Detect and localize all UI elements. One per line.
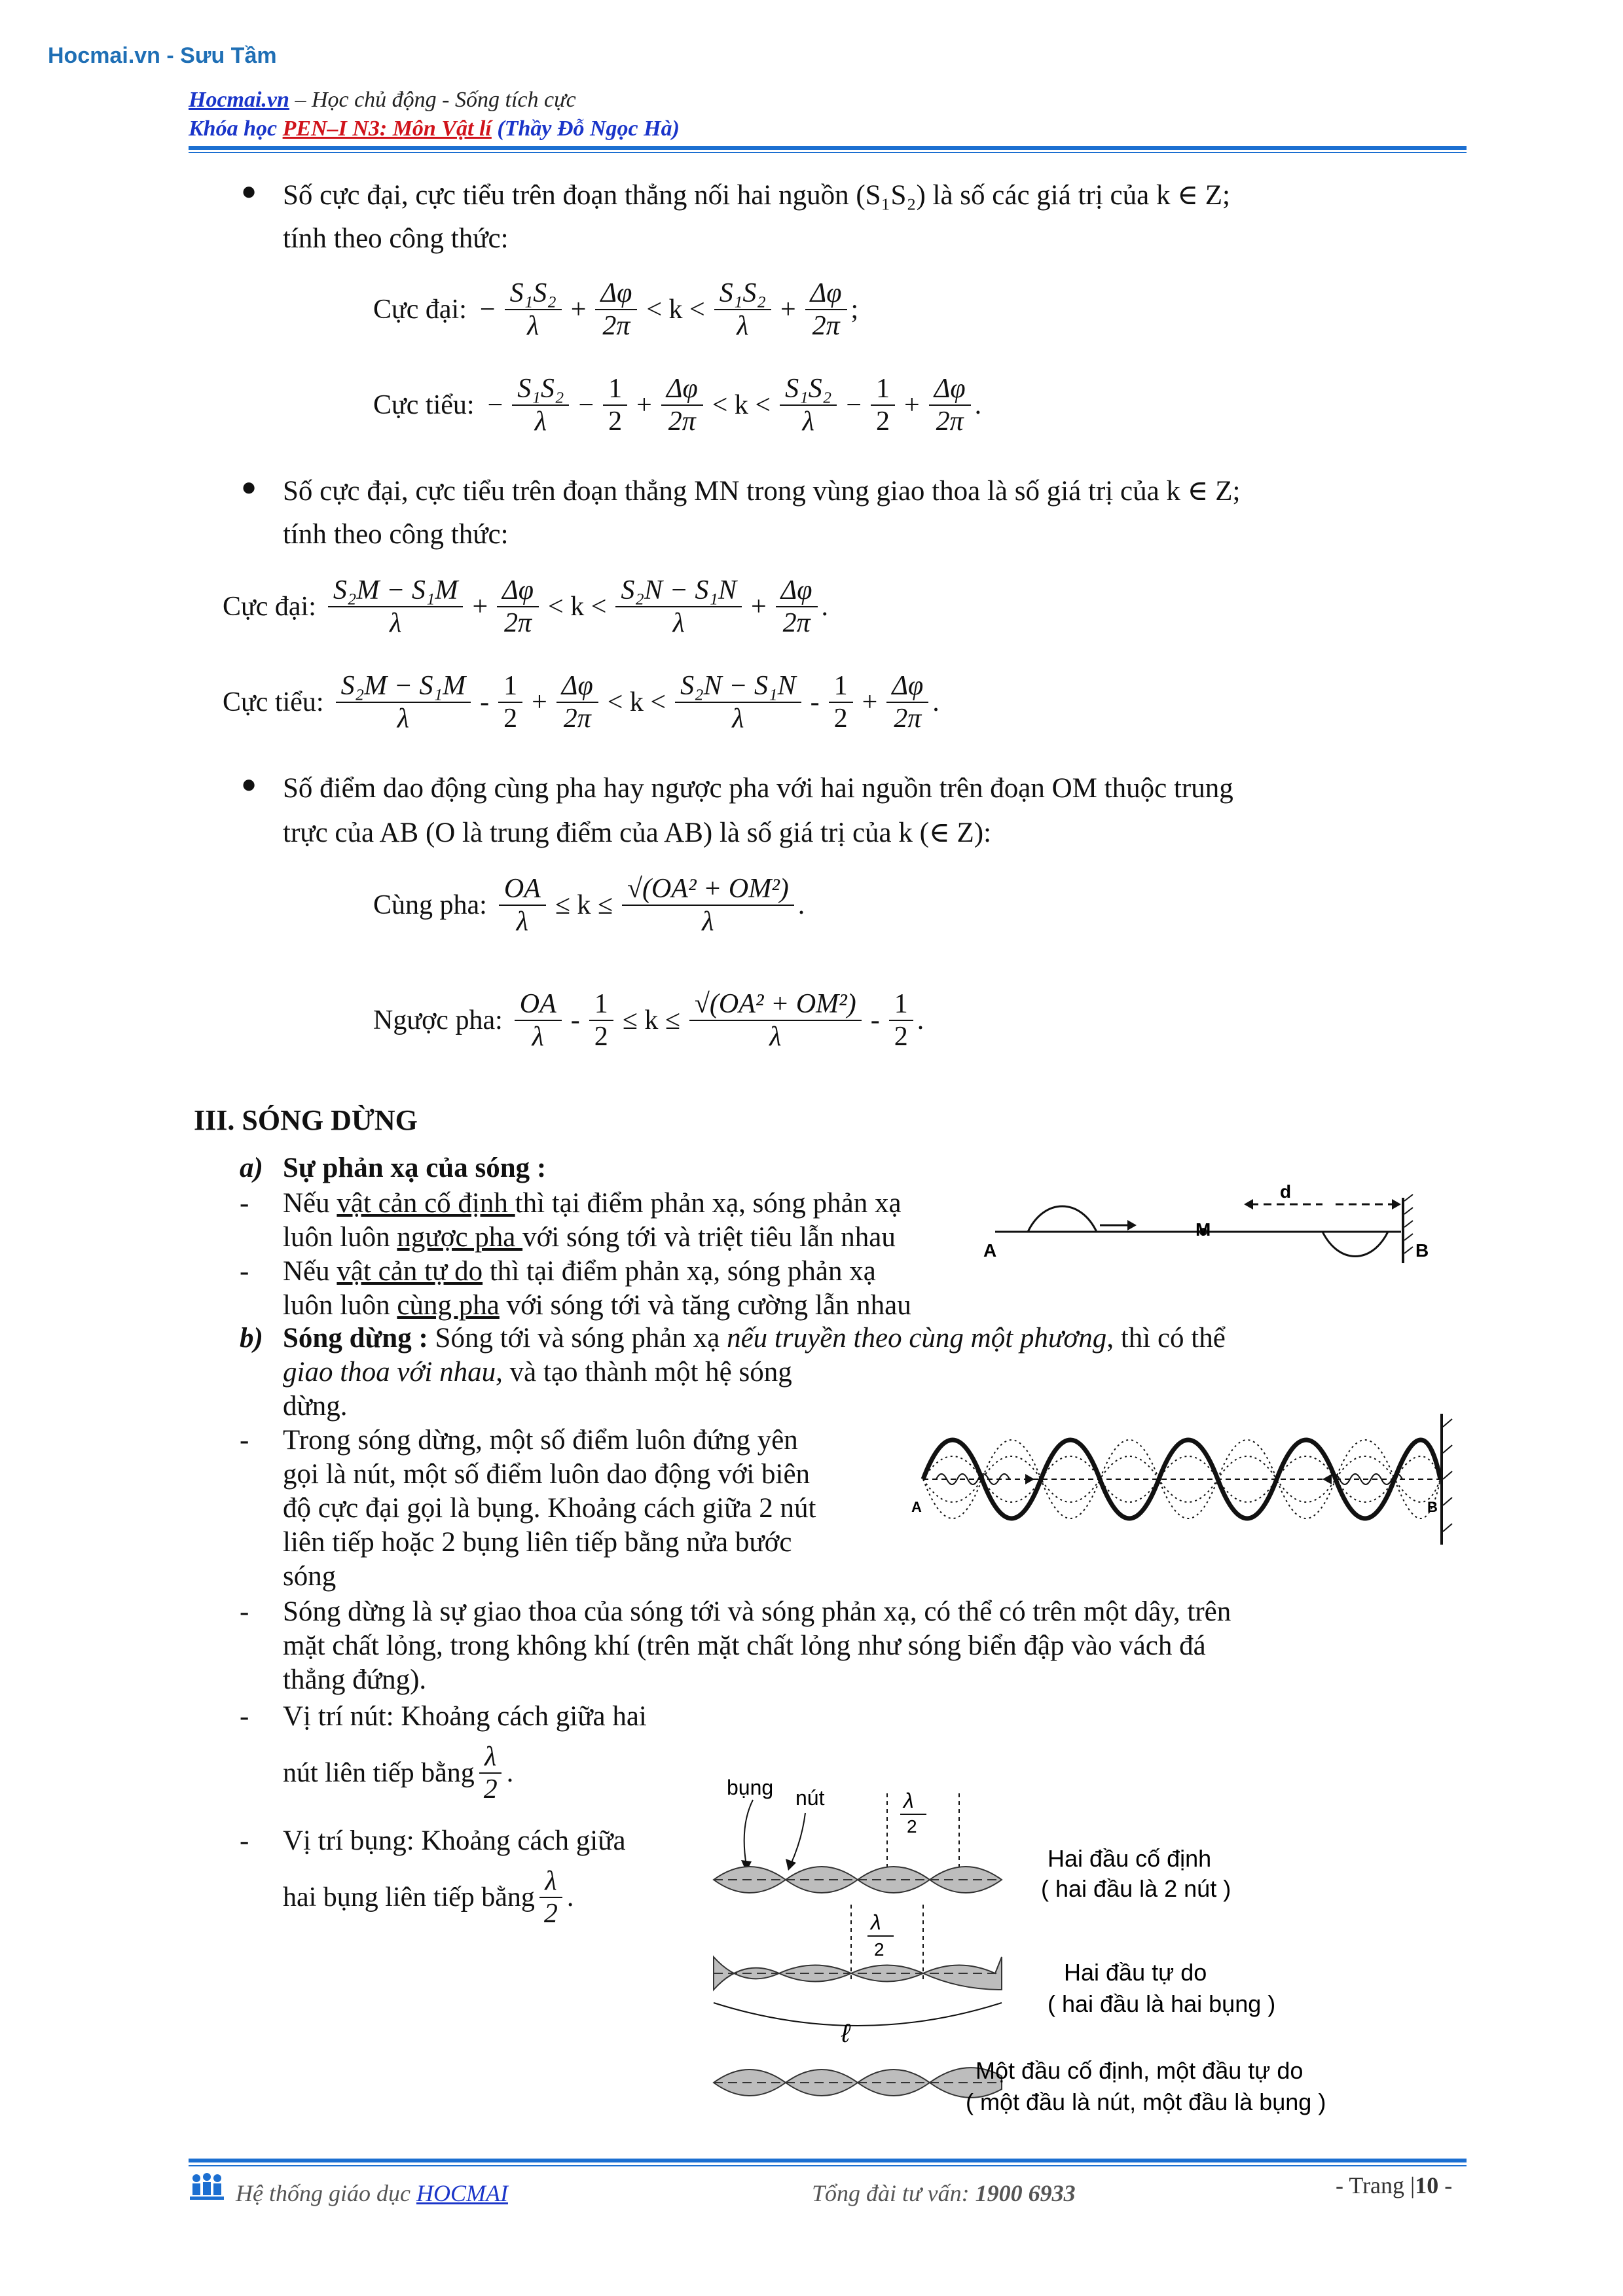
- b3-opp-label: Ngược pha:: [373, 1005, 503, 1035]
- footer-brand-link[interactable]: HOCMAI: [416, 2180, 508, 2206]
- c2-line3: thẳng đứng).: [283, 1664, 427, 1695]
- b3-same-formula: Cùng pha: $\frac{OA}{\lambda}$ ≤ k ≤ $\frac{\text{√(OA² + OM²)}}{\lambda}$ .: [373, 874, 805, 937]
- b2-max-formula: Cực đại: $\frac{\text{S₂M − S₁M}}{\lambda}$ + $\frac{\Delta\varphi}{2\pi}$ < k < $\frac{\text{S₂N − S₁N}}{\lambda}$ + $\frac{\Delta\varphi}{2\pi}$ .: [223, 575, 829, 638]
- footer-rule-thin: [189, 2165, 1467, 2166]
- bullet-icon: ●: [241, 472, 257, 501]
- dash: -: [240, 1825, 249, 1856]
- a1-line1: Nếu vật cản cố định thì tại điểm phản xạ, sóng phản xạ: [283, 1188, 902, 1219]
- b2-line1: Số cực đại, cực tiểu trên đoạn thẳng MN trong vùng giao thoa là số giá trị của k ∈ Z;: [283, 476, 1241, 507]
- header-rule: [189, 146, 1467, 150]
- fig3-cap2b: ( hai đầu là hai bụng ): [1048, 1990, 1276, 2017]
- fig3-lam2: λ: [871, 1910, 881, 1934]
- standing-wave-figure: [910, 1381, 1460, 1577]
- slogan: – Học chủ động - Sống tích cực: [289, 88, 576, 112]
- fig3-nut: nút: [795, 1786, 825, 1810]
- b2-line2: tính theo công thức:: [283, 519, 509, 550]
- b3-same-label: Cùng pha:: [373, 890, 487, 920]
- c3-line1: Vị trí nút: Khoảng cách giữa hai: [283, 1701, 647, 1732]
- footer-rule: [189, 2159, 1467, 2162]
- b1-min-formula: Cực tiểu: − $\frac{\text{S₁S₂}}{\lambda}$ − $\frac{1}{2}$ + $\frac{\Delta\varphi}{2\pi}$ < k < $\frac{\text{S₁S₂}}{\lambda}$ − $\frac{1}{2}$ + $\frac{\Delta\varphi}{2\pi}$ .: [373, 374, 982, 437]
- fig3-cap3a: Một đầu cố định, một đầu tự do: [976, 2057, 1304, 2084]
- c1-line5: sóng: [283, 1561, 337, 1592]
- fig3-cap1b: ( hai đầu là 2 nút ): [1041, 1875, 1231, 1902]
- reflection-figure: [982, 1178, 1453, 1276]
- fig3-ell: ℓ: [841, 2019, 850, 2048]
- footer-system: Hệ thống giáo dục HOCMAI: [236, 2180, 508, 2206]
- fig3-two2: 2: [874, 1939, 884, 1960]
- bullet-icon: ●: [241, 176, 257, 206]
- hocmai-logo-icon: [189, 2172, 225, 2202]
- b-line1: Sóng dừng : Sóng tới và sóng phản xạ nếu truyền theo cùng một phương, thì có thể: [283, 1323, 1226, 1354]
- fig2-label-b: B: [1427, 1499, 1438, 1515]
- b1-max-label: Cực đại:: [373, 295, 467, 325]
- fig1-label-m: M: [1195, 1219, 1211, 1240]
- section-title: III. SÓNG DỪNG: [194, 1104, 418, 1136]
- c4-line2: hai bụng liên tiếp bằng $\frac{\lambda}{2}$ .: [283, 1866, 574, 1929]
- fig3-two1: 2: [907, 1816, 917, 1837]
- dash: -: [240, 1425, 249, 1456]
- bullet-icon: ●: [241, 769, 257, 798]
- fig1-label-b: B: [1415, 1240, 1429, 1261]
- b-line2: giao thoa với nhau, và tạo thành một hệ sóng: [283, 1357, 792, 1388]
- c2-line1: Sóng dừng là sự giao thoa của sóng tới và sóng phản xạ, có thể có trên một dây, trên: [283, 1596, 1231, 1627]
- header-line1: [189, 88, 576, 113]
- b1-line1: Số cực đại, cực tiểu trên đoạn thẳng nối hai nguồn (S₁S₂) là số các giá trị của k ∈ Z;: [283, 180, 1231, 211]
- c4-line1: Vị trí bụng: Khoảng cách giữa: [283, 1825, 626, 1856]
- header-rule-thin: [189, 152, 1467, 153]
- dash: -: [240, 1188, 249, 1219]
- c1-line3: độ cực đại gọi là bụng. Khoảng cách giữa 2 nút: [283, 1493, 816, 1524]
- watermark: Hocmai.vn - Sưu Tầm: [48, 43, 277, 68]
- a2-line1: Nếu vật cản tự do thì tại điểm phản xạ, sóng phản xạ: [283, 1256, 876, 1287]
- b2-min-label: Cực tiểu:: [223, 687, 324, 717]
- footer-page: - Trang |10 -: [1336, 2172, 1453, 2198]
- fig3-cap3b: ( một đầu là nút, một đầu là bụng ): [966, 2089, 1326, 2115]
- b-line3: dừng.: [283, 1391, 348, 1422]
- b1-line2: tính theo công thức:: [283, 223, 509, 254]
- header-line2: [189, 117, 680, 141]
- b3-line2: trực của AB (O là trung điểm của AB) là số giá trị của k (∈ Z):: [283, 817, 992, 848]
- dash: -: [240, 1701, 249, 1732]
- dash: -: [240, 1596, 249, 1627]
- fig3-cap2a: Hai đầu tự do: [1064, 1959, 1207, 1986]
- fig2-label-a: A: [911, 1499, 922, 1515]
- dash: -: [240, 1256, 249, 1287]
- fig3-bung: bụng: [727, 1776, 774, 1799]
- site-link[interactable]: Hocmai.vn: [189, 88, 289, 112]
- course-code: PEN–I N3: Môn Vật lí: [282, 117, 492, 141]
- a1-line2: luôn luôn ngược pha với sóng tới và triệt tiêu lẫn nhau: [283, 1222, 896, 1253]
- c2-line2: mặt chất lỏng, trong không khí (trên mặt chất lỏng như sóng biển đập vào vách đá: [283, 1630, 1206, 1661]
- a-label: a): [240, 1153, 263, 1183]
- fig1-label-a: A: [983, 1240, 997, 1261]
- b3-opp-formula: Ngược pha: $\frac{OA}{\lambda}$ - $\frac{1}{2}$ ≤ k ≤ $\frac{\text{√(OA² + OM²)}}{\lambda}$ - $\frac{1}{2}$ .: [373, 989, 924, 1052]
- b1-min-label: Cực tiểu:: [373, 390, 475, 420]
- c1-line2: gọi là nút, một số điểm luôn dao động với biên: [283, 1459, 811, 1490]
- footer-hotline: Tổng đài tư vấn: 1900 6933: [812, 2180, 1076, 2206]
- a-title: Sự phản xạ của sóng :: [283, 1153, 547, 1183]
- c3-line2: nút liên tiếp bằng $\frac{\lambda}{2}$ .: [283, 1742, 514, 1804]
- b1-max-formula: Cực đại: − $\frac{\text{S₁S₂}}{\lambda}$ + $\frac{\Delta\varphi}{2\pi}$ < k < $\frac{\text{S₁S₂}}{\lambda}$ + $\frac{\Delta\varphi}{2\pi}$ ;: [373, 278, 859, 341]
- a2-line2: luôn luôn cùng pha với sóng tới và tăng cường lẫn nhau: [283, 1290, 911, 1321]
- course-prefix: Khóa học: [189, 117, 283, 141]
- b3-line1: Số điểm dao động cùng pha hay ngược pha với hai nguồn trên đoạn OM thuộc trung: [283, 773, 1233, 804]
- b-label: b): [240, 1323, 263, 1354]
- teacher: (Thầy Đỗ Ngọc Hà): [491, 117, 680, 141]
- c1-line4: liên tiếp hoặc 2 bụng liên tiếp bằng nửa bước: [283, 1527, 792, 1558]
- fig1-label-d: d: [1280, 1181, 1292, 1202]
- standing-wave-types-figure: [707, 1767, 1362, 2134]
- fig3-lam1: λ: [903, 1789, 914, 1812]
- b2-min-formula: Cực tiểu: $\frac{\text{S₂M − S₁M}}{\lambda}$ - $\frac{1}{2}$ + $\frac{\Delta\varphi}{2\pi}$ < k < $\frac{\text{S₂N − S₁N}}{\lambda}$ - $\frac{1}{2}$ + $\frac{\Delta\varphi}{2\pi}$ .: [223, 671, 939, 734]
- b2-max-label: Cực đại:: [223, 592, 316, 622]
- fig3-cap1a: Hai đầu cố định: [1048, 1845, 1212, 1872]
- c1-line1: Trong sóng dừng, một số điểm luôn đứng yên: [283, 1425, 798, 1456]
